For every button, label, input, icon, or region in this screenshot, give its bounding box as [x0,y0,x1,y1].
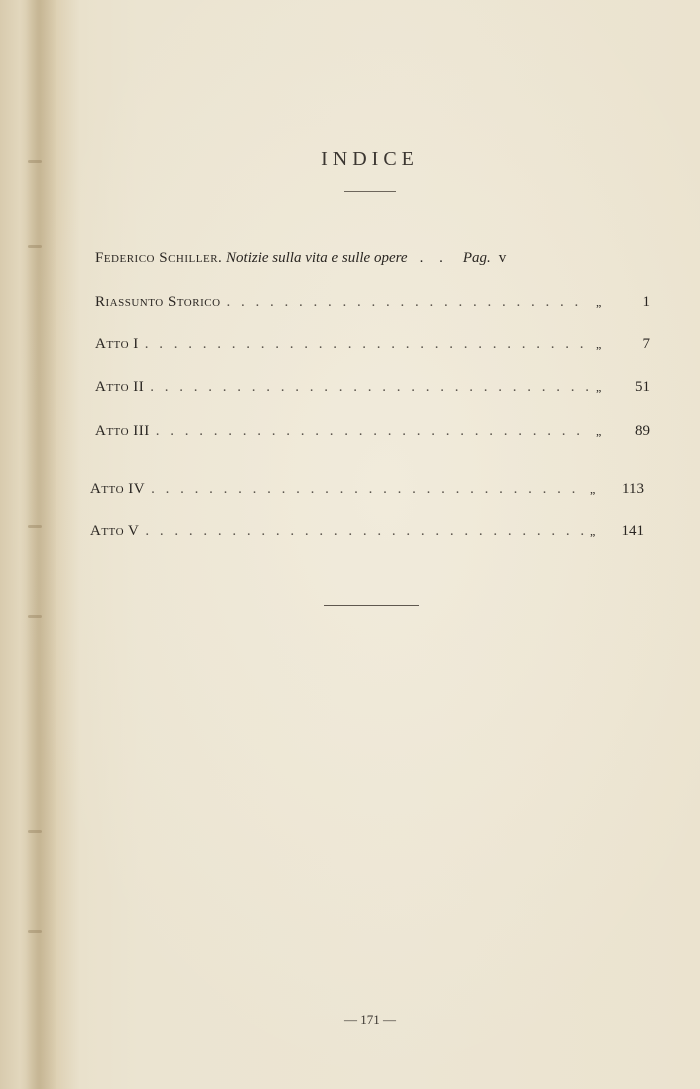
binding-stitch [28,615,42,618]
toc-leader [151,481,584,498]
toc-leader [156,423,590,440]
toc-leader [145,523,584,540]
toc-page-prefix: Pag. [462,250,491,266]
toc-entry-atto-1 [95,336,650,353]
toc-ditto-mark: „ [596,337,602,351]
toc-entry-label: Atto III [95,423,150,439]
toc-ditto-mark: „ [596,295,602,309]
binding-stitch [28,830,42,833]
toc-entry-atto-4 [90,481,644,498]
toc-page-number: 1 [642,294,650,310]
toc-entry-label: Federico Schiller. [95,250,223,266]
toc-leader: . . [419,250,449,266]
toc-ditto-mark: „ [596,424,602,438]
title-divider [344,191,396,192]
toc-ditto-mark: „ [590,482,596,496]
toc-entry-label: Atto II [95,379,145,395]
toc-ditto-mark: „ [590,524,596,538]
toc-page-number: 89 [635,423,650,439]
toc-leader [150,379,590,396]
toc-ditto-mark: „ [596,380,602,394]
toc-page-number: 113 [622,481,644,497]
binding-stitch [28,245,42,248]
toc-entry-label: Atto I [95,336,139,352]
toc-entry-label: Riassunto Storico [95,294,221,310]
toc-entry-subtitle: Notizie sulla vita e sulle opere [226,250,408,266]
toc-page-number: 7 [642,336,650,352]
toc-page-number: v [498,250,507,266]
toc-entry-label: Atto V [90,523,140,539]
toc-entry-atto-5 [90,523,644,540]
toc-page-number: 141 [621,523,644,539]
toc-entry-schiller [95,250,650,267]
toc-entry-label: Atto IV [90,481,146,497]
toc-page-number: 51 [635,379,650,395]
toc-leader [227,294,590,311]
toc-entry-atto-3 [95,423,650,440]
toc-entry-atto-2 [95,379,650,396]
toc-entry-riassunto [95,294,650,311]
toc-leader [145,336,590,353]
page-title: INDICE [321,148,419,170]
binding-stitch [28,525,42,528]
page-number-footer: — 171 — [344,1012,396,1027]
closing-divider [324,605,419,606]
binding-stitch [28,930,42,933]
